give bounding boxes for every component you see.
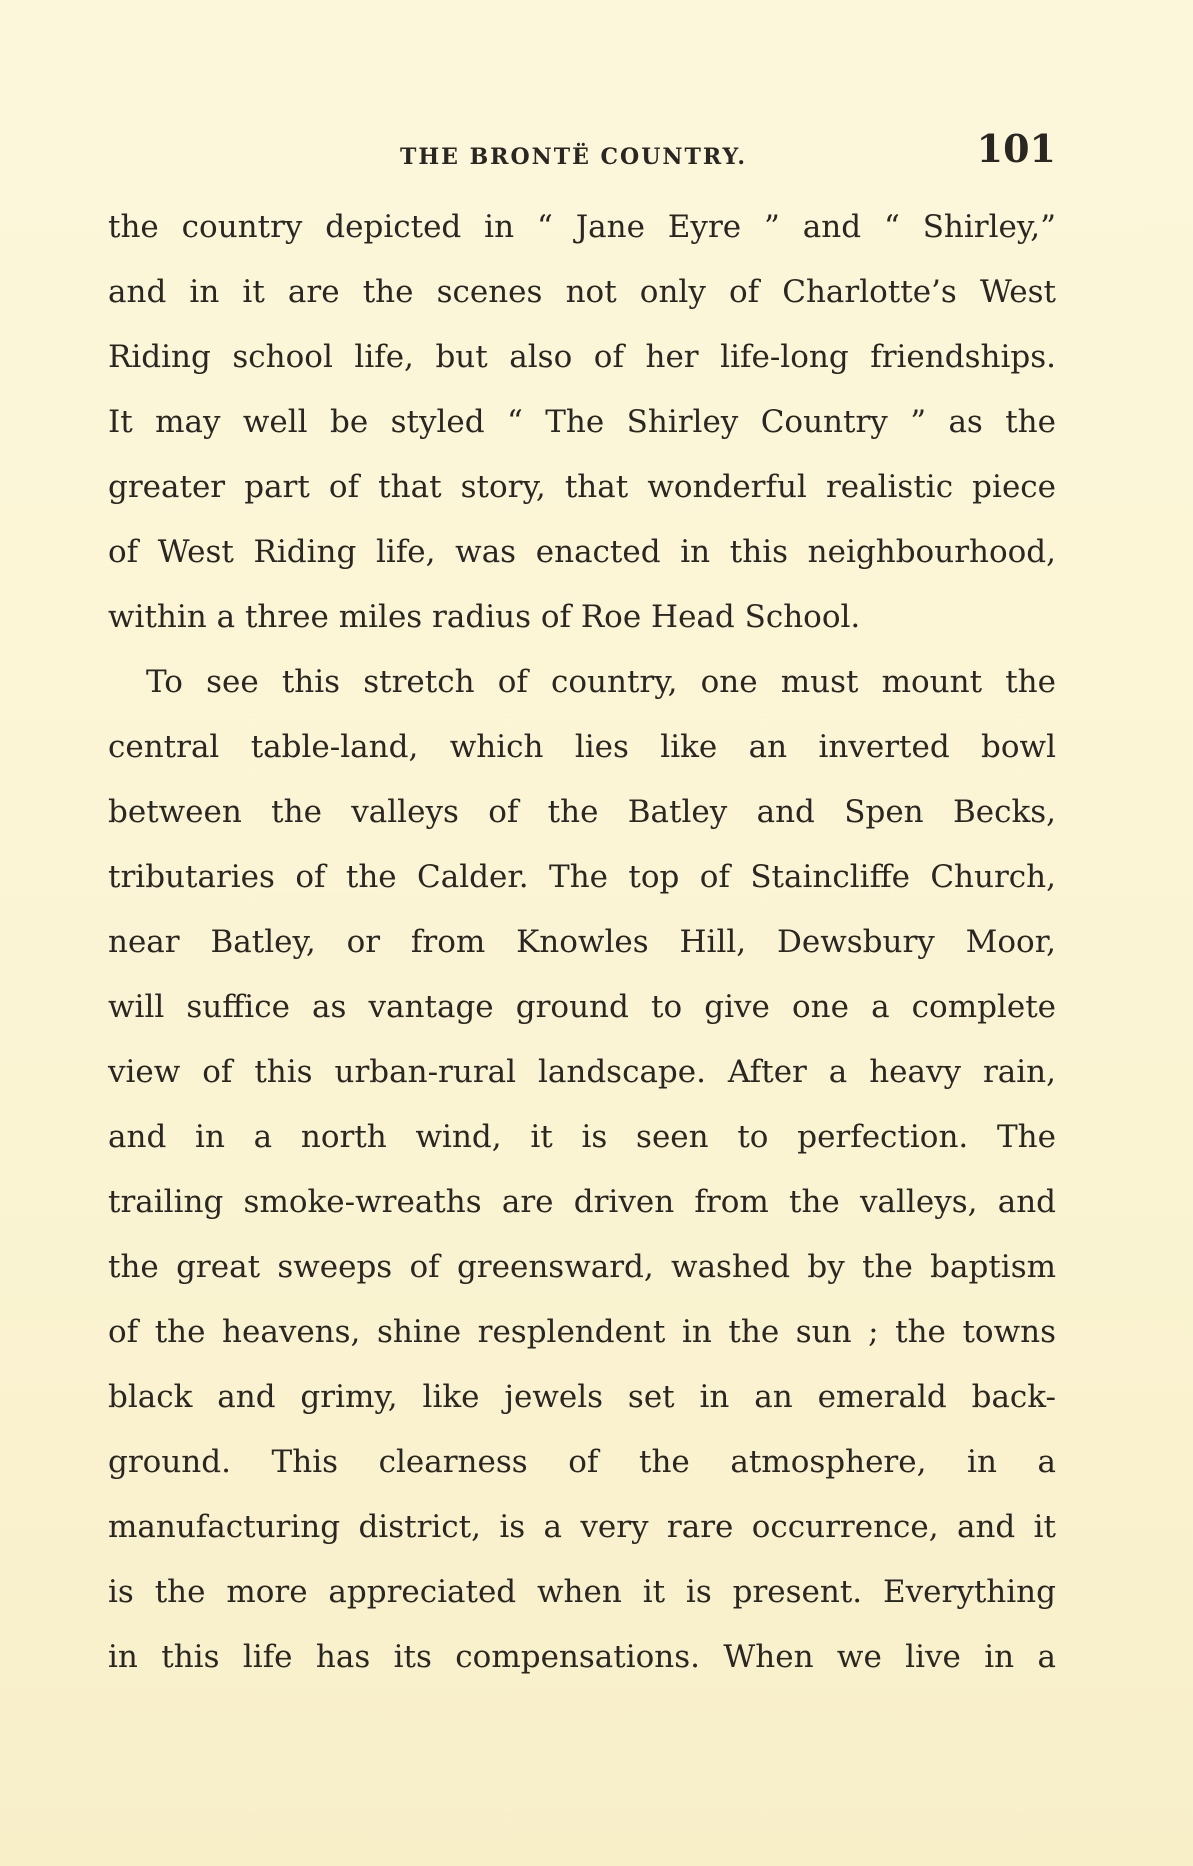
text-line: and in it are the scenes not only of Charlotte’s West [108,274,1056,310]
text-line: will suffice as vantage ground to give one a complete [108,989,1056,1025]
body-text [108,195,1056,1690]
page-header [108,122,1056,182]
text-line: between the valleys of the Batley and Spen Becks, [108,794,1056,830]
text-line: tributaries of the Calder. The top of Staincliffe Church, [108,859,1056,895]
text-line: black and grimy, like jewels set in an emerald back- [108,1379,1056,1415]
text-line: the great sweeps of greensward, washed by the baptism [108,1249,1056,1285]
text-line: trailing smoke-wreaths are driven from the valleys, and [108,1184,1056,1220]
text-line: central table-land, which lies like an inverted bowl [108,729,1056,765]
text-line: view of this urban-rural landscape. After a heavy rain, [108,1054,1056,1090]
text-line: ground. This clearness of the atmosphere, in a [108,1444,1056,1480]
text-line: Riding school life, but also of her life-long friendships. [108,339,1056,375]
text-line: the country depicted in “ Jane Eyre ” and “ Shirley,” [108,209,1056,245]
text-line: within a three miles radius of Roe Head School. [108,599,861,635]
text-line: To see this stretch of country, one must mount the [146,664,1056,700]
text-line: is the more appreciated when it is present. Everything [108,1574,1056,1610]
running-title: THE BRONTË COUNTRY. [400,144,748,170]
text-line: greater part of that story, that wonderful realistic piece [108,469,1056,505]
text-line: of the heavens, shine resplendent in the sun ; the towns [108,1314,1056,1350]
text-line: manufacturing district, is a very rare occurrence, and it [108,1509,1056,1545]
text-line: It may well be styled “ The Shirley Country ” as the [108,404,1056,440]
text-line: near Batley, or from Knowles Hill, Dewsbury Moor, [108,924,1056,960]
page-number: 101 [976,126,1056,171]
text-line: in this life has its compensations. When we live in a [108,1639,1056,1675]
text-line: and in a north wind, it is seen to perfection. The [108,1119,1056,1155]
text-line: of West Riding life, was enacted in this neighbourhood, [108,534,1056,570]
